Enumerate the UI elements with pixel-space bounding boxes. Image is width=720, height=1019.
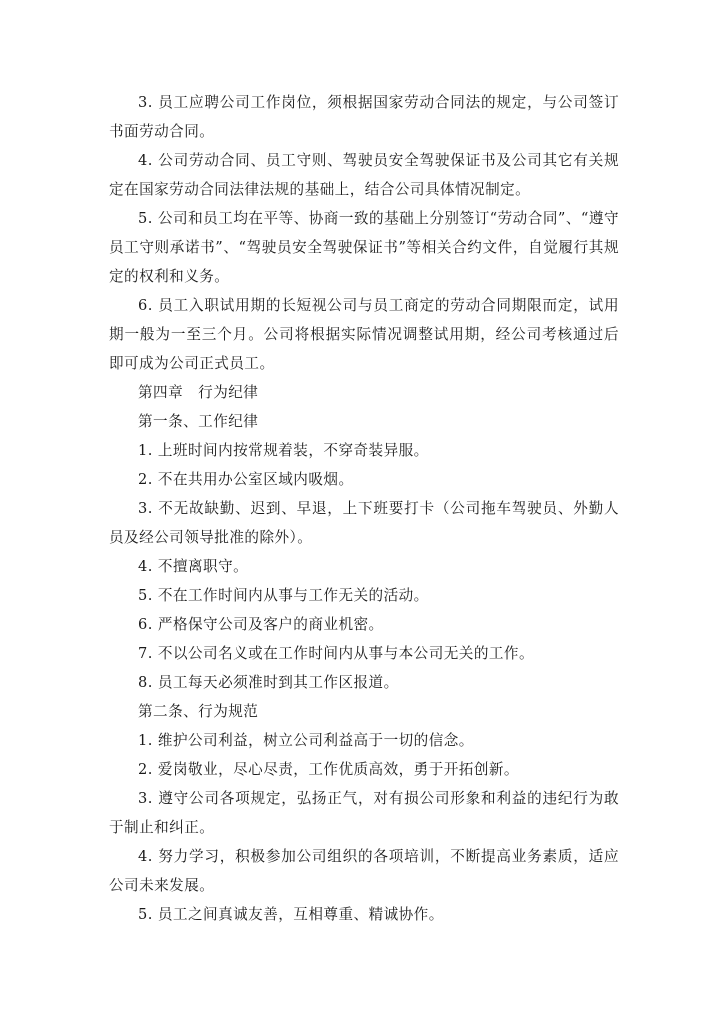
list-item: 8. 员工每天必须准时到其工作区报道。	[138, 674, 399, 691]
list-item: 6. 严格保守公司及客户的商业机密。	[138, 616, 384, 633]
list-item: 2. 不在共用办公室区域内吸烟。	[138, 471, 354, 488]
paragraph-6-probation: 6. 员工入职试用期的长短视公司与员工商定的劳动合同期限而定，试用期一般为一至三个月。公司将根据实际情况调整试用期，经公司考核通过后即可成为公司正式员工。	[109, 297, 619, 372]
list-item: 4. 不擅离职守。	[138, 558, 249, 575]
list-item: 5. 不在工作时间内从事与工作无关的活动。	[138, 587, 429, 604]
paragraph-5-sign-documents: 5. 公司和员工均在平等、协商一致的基础上分别签订“劳动合同”、“遵守员工守则承诺书”、“驾驶员安全驾驶保证书”等相关合约文件，自觉履行其规定的权利和义务。	[109, 210, 619, 285]
list-item: 2. 爱岗敬业，尽心尽责，工作优质高效，勇于开拓创新。	[138, 761, 519, 778]
list-item: 4. 努力学习，积极参加公司组织的各项培训，不断提高业务素质，适应公司未来发展。	[109, 848, 619, 894]
list-item: 5. 员工之间真诚友善，互相尊重、精诚协作。	[138, 906, 444, 923]
chapter-heading: 第四章 行为纪律	[138, 384, 259, 401]
list-item: 1. 上班时间内按常规着装，不穿奇装异服。	[138, 442, 429, 459]
document-body	[109, 88, 619, 929]
list-item: 3. 遵守公司各项规定，弘扬正气，对有损公司形象和利益的违纪行为敢于制止和纠正。	[109, 790, 619, 836]
paragraph-4-rules-basis: 4. 公司劳动合同、员工守则、驾驶员安全驾驶保证书及公司其它有关规定在国家劳动合同法律法规的基础上，结合公司具体情况制定。	[109, 152, 619, 198]
list-item: 1. 维护公司利益，树立公司利益高于一切的信念。	[138, 732, 474, 749]
paragraph-3-contract: 3. 员工应聘公司工作岗位，须根据国家劳动合同法的规定，与公司签订书面劳动合同。	[109, 94, 619, 140]
section-heading-conduct: 第二条、行为规范	[138, 703, 259, 720]
list-item: 3. 不无故缺勤、迟到、早退，上下班要打卡（公司拖车驾驶员、外勤人员及经公司领导批准的除外）。	[109, 500, 619, 546]
list-item: 7. 不以公司名义或在工作时间内从事与本公司无关的工作。	[138, 645, 535, 662]
section-heading-work-discipline: 第一条、工作纪律	[138, 413, 259, 430]
